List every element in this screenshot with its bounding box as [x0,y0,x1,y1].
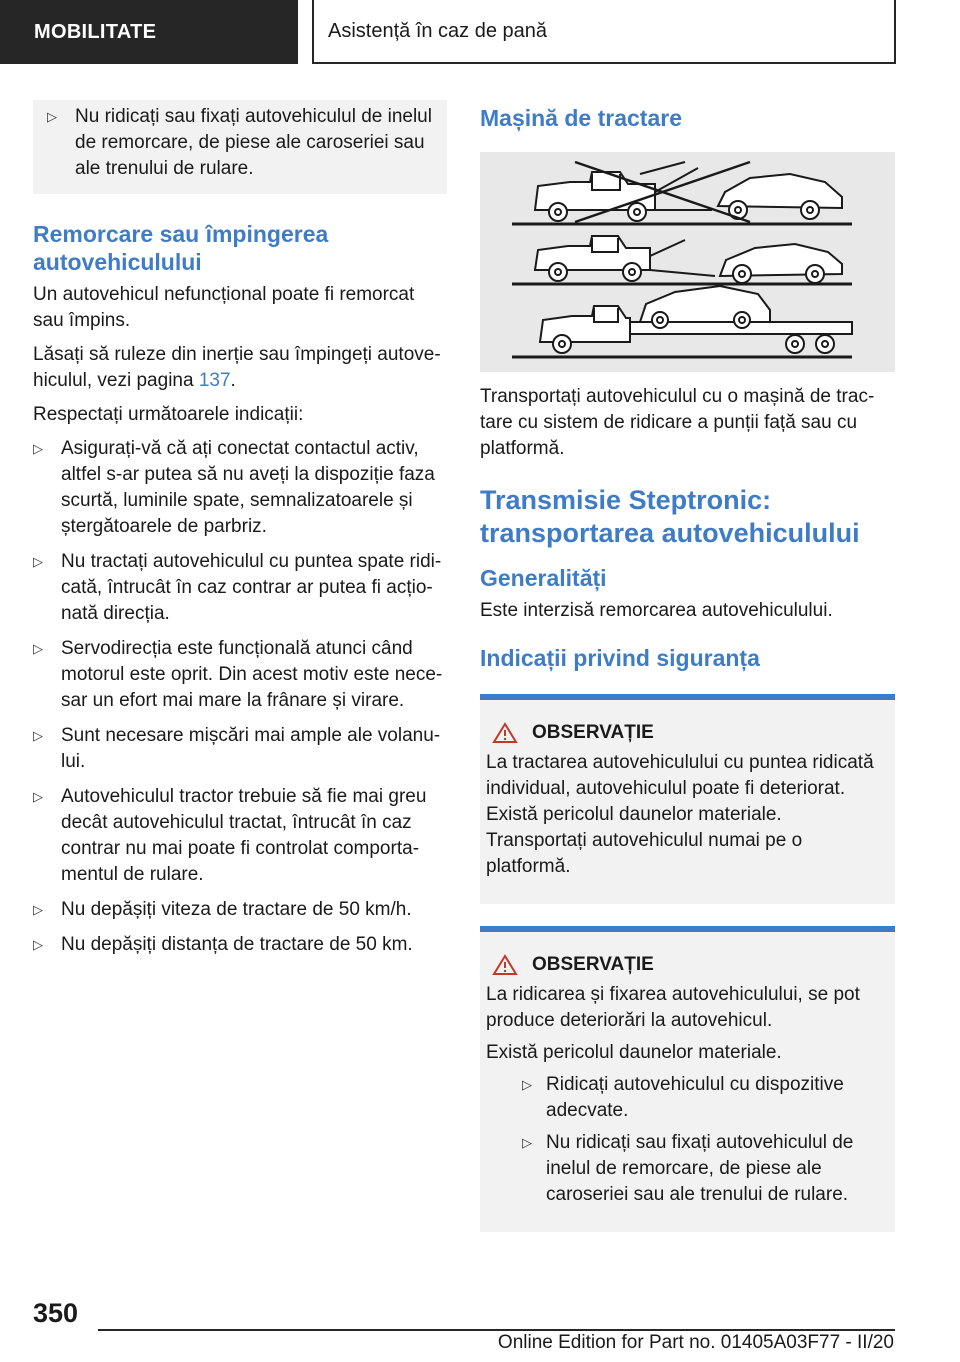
notice-title: OBSERVAȚIE [486,952,887,978]
edition-text: Online Edition for Part no. 01405A03F77 - II/20 [497,1332,894,1353]
triangle-bullet-icon: ▷ [33,641,43,656]
left-column [33,100,447,967]
notice-box [480,926,895,1232]
footer-divider [98,1329,895,1331]
paragraph: Respectați următoarele indicații: [33,404,304,425]
paragraph: Un autovehicul nefuncțional poate fi remorcat sau împins. [33,284,415,331]
list-item: ▷ Nu depășiți distanța de tractare de 50 km. [33,932,447,958]
tow-truck-illustration [480,152,895,372]
triangle-bullet-icon: ▷ [33,728,43,743]
notice-box [480,694,895,904]
notice-title: OBSERVAȚIE [486,720,887,746]
continued-box [33,100,447,194]
page-link[interactable]: 137 [198,370,231,391]
subsection-heading: Indicații privind siguranța [480,645,760,671]
paragraph: Este interzisă remorcarea autovehiculului. [480,600,833,621]
triangle-bullet-icon: ▷ [522,1135,532,1150]
subsection-heading: Generalități [480,565,607,591]
list-item: ▷ Nu depășiți viteza de tractare de 50 km/h. [33,897,447,923]
chapter-heading: Transmisie Steptronic: transportarea autovehiculului [480,485,860,548]
triangle-bullet-icon: ▷ [33,902,43,917]
section-tab: MOBILITATE [0,0,298,64]
section-heading: Mașină de tractare [480,105,682,131]
list-item: ▷ Ridicați autovehiculul cu dispozitive adecvate. [522,1074,844,1121]
warning-triangle-icon [492,722,518,744]
section-heading: Remorcare sau împingerea autovehiculului [33,221,329,275]
list-item: ▷ Nu ridicați sau fixați autovehiculul de inelul de remorcare, de piese ale caroseriei sau ale trenului de rulare. [522,1132,854,1205]
triangle-bullet-icon: ▷ [33,789,43,804]
page-header [0,0,960,66]
triangle-bullet-icon: ▷ [522,1077,532,1092]
paragraph: Lăsați să ruleze din inerție sau împingeți autovehiculul, vezi pagina 137. [33,344,441,391]
notice-text: Există pericolul daunelor materiale. [486,1042,782,1063]
triangle-bullet-icon: ▷ [33,554,43,569]
page-number: 350 [33,1298,79,1328]
triangle-bullet-icon: ▷ [33,441,43,456]
list-item: ▷ Servodirecția este funcțională atunci când motorul este oprit. Din acest motiv este necesar un efort mai mare la frânare și virare. [33,638,443,711]
list-item: ▷ Sunt necesare mișcări mai ample ale volanului. [33,725,441,772]
warning-triangle-icon [492,954,518,976]
list-item: ▷ Autovehiculul tractor trebuie să fie mai greu decât autovehiculul tractat, întrucât în caz contrar nu mai poate fi controlat comportamentul de rulare. [33,786,427,885]
right-column [480,100,895,1232]
chapter-title: Asistență în caz de pană [312,0,896,64]
list-item: ▷ Nu tractați autovehiculul cu puntea spate ridicată, întrucât în caz contrar ar putea fi acționată direcția. [33,551,442,624]
triangle-bullet-icon: ▷ [47,109,57,124]
notice-text: La ridicarea și fixarea autovehiculului, se pot produce deteriorări la autovehicul. [486,984,860,1031]
notice-text: La tractarea autovehiculului cu puntea ridicată individual, autovehiculul poate fi deteriorat. Există pericolul daunelor materiale. Transportați autovehiculul numai pe o platformă. [486,752,874,877]
triangle-bullet-icon: ▷ [33,937,43,952]
list-item: ▷ Asigurați-vă că ați conectat contactul activ, altfel s-ar putea să nu aveți la dispoziție faza scurtă, luminile spate, semnalizatoarele și ștergătoarele de parbriz. [33,438,435,537]
figure-caption: Transportați autovehiculul cu o mașină de tractare cu sistem de ridicare a punții față sau cu platformă. [480,386,875,459]
tow-truck-drawing [480,152,895,372]
list-item: ▷ Nu ridicați sau fixați autovehiculul de inelul de remorcare, de piese ale caroseriei sau ale trenului de rulare. [47,106,432,179]
